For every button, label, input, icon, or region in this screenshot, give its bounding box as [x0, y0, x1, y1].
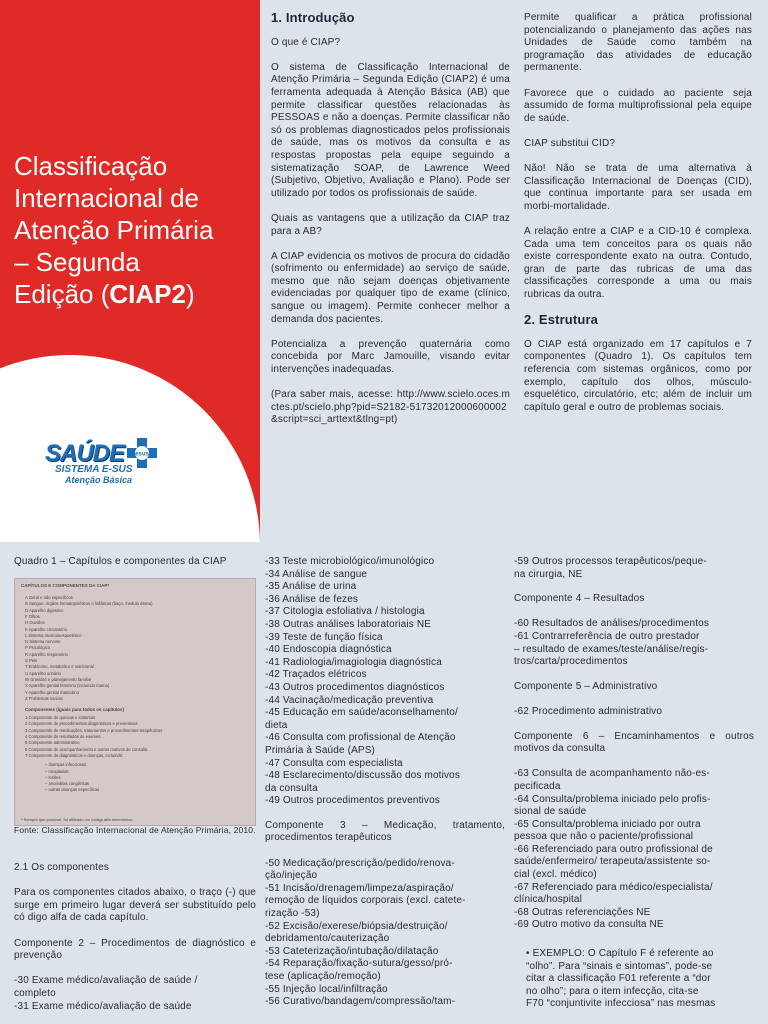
- chapter-row: Y Aparelho genital masculino: [25, 689, 79, 695]
- list-item: -50 Medicação/prescrição/pedido/renova-: [265, 857, 455, 869]
- list-item: -45 Educação em saúde/aconselhamento/: [265, 707, 458, 719]
- quadro-table-image: [14, 578, 256, 826]
- component-2-list-cont: [265, 556, 505, 808]
- chapter-row: T Endócrino, metabólico e nutricional: [25, 664, 94, 670]
- subitem-row: – doenças infecciosas: [45, 762, 87, 768]
- components-header: Componentes (iguais para todos os capítulos): [25, 707, 125, 713]
- component-4-list: [514, 618, 754, 668]
- list-item: – resultado de exames/teste/análise/regis-: [514, 643, 709, 655]
- list-item: -36 Análise de fezes: [265, 593, 359, 605]
- list-item: tese (aplicação/remoção): [265, 971, 381, 982]
- cover-panel: [0, 0, 260, 542]
- list-item: -65 Consulta/problema iniciado por outra: [514, 818, 701, 830]
- list-item: -43 Outros procedimentos diagnósticos: [265, 681, 445, 693]
- chapter-row: B Sangue, órgãos hematopoiéticos e linfáticos (baço, medula óssea): [25, 601, 153, 607]
- right-column: [524, 12, 752, 427]
- chapter-row: H Ouvidos: [25, 620, 45, 626]
- list-item: -47 Consulta com especialista: [265, 757, 403, 769]
- component-5-list: [514, 706, 754, 719]
- quadro-source: Fonte: Classificação Internacional de Atenção Primária, 2010.: [14, 825, 256, 835]
- subitem-row: – lesões: [45, 774, 61, 780]
- list-item: -35 Análise de urina: [265, 581, 357, 593]
- list-item: debridamento/cauterização: [265, 933, 390, 945]
- subitem-row: – anomalias congênitas: [45, 781, 89, 787]
- list-item: -56 Curativo/bandagem/compressão/tam-: [265, 996, 456, 1008]
- list-item: -54 Reparação/fixação-sutura/gesso/pró-: [265, 958, 453, 970]
- reference-link-text: (Para saber mais, acesse: http://www.scielo.oces.mctes.pt/scielo.php?pid=S2182-51732012000600002&script=sci_arttext&tlng=pt): [271, 389, 510, 426]
- chapter-row: R Aparelho respiratório: [25, 651, 68, 657]
- list-item: -51 Incisão/drenagem/limpeza/aspiração/: [265, 882, 454, 894]
- list-item: ção/injeção: [265, 870, 318, 882]
- list-item: rização -53): [265, 908, 320, 920]
- component-row: 6 Componente de acompanhamento e outros motivos de consulta: [25, 746, 148, 752]
- component-3-list-cont: [514, 556, 754, 581]
- chapter-row: P Psicológico: [25, 645, 51, 651]
- list-item: dieta: [265, 719, 288, 731]
- bottom-right-column: [514, 556, 754, 1011]
- chapter-row: X Aparelho genital feminino (incluindo mama): [25, 683, 110, 689]
- svg-text:esus: esus: [135, 451, 149, 458]
- cover-title-line: Edição (CIAP2): [14, 279, 195, 309]
- table-header: CAPÍTULOS E COMPONENTES DA CIAP*: [21, 583, 110, 588]
- example-note: [526, 948, 754, 1011]
- list-item: -40 Endoscopia diagnóstica: [265, 644, 392, 656]
- subheading-components: 2.1 Os componentes: [14, 862, 109, 873]
- list-item: saúde/enfermeiro/ terapeuta/assistente so-: [514, 856, 711, 868]
- chapter-row: U Aparelho urinário: [25, 670, 61, 676]
- cover-title-line: Atenção Primária: [14, 215, 214, 245]
- component-row: 7 Componente de diagnósticos e doenças, incluindo:: [25, 752, 124, 758]
- component-row: 4 Componente de resultados de exames: [25, 734, 101, 739]
- example-line: “olho”. Para “sinais e sintomas”, pode-se: [526, 960, 713, 972]
- cover-title-line: Internacional de: [14, 183, 200, 213]
- logo-subtitle-2: Atenção Básica: [65, 475, 133, 485]
- subitem-row: – outras doenças específicas: [45, 787, 100, 793]
- question-what-is-ciap: O que é CIAP?: [271, 36, 341, 48]
- example-line: • EXEMPLO: O Capítulo F é referente ao: [526, 948, 714, 960]
- component-3-title: Componente 3 – Medicação, tratamento, procedimentos terapêuticos: [265, 819, 505, 844]
- component-2-title: Componente 2 – Procedimentos de diagnóstico e prevenção: [14, 937, 256, 962]
- paragraph: Favorece que o cuidado ao paciente seja assumido de forma multiprofissional pela equipe de saúde.: [524, 87, 752, 124]
- list-item: clínica/hospital: [514, 894, 582, 906]
- example-line: citar a classificação F01 referente a “dor: [526, 973, 711, 985]
- example-line: no olho”; para o item infecção, cita-se: [526, 985, 699, 997]
- list-item: Primária à Saúde (APS): [265, 744, 376, 756]
- chapter-row: D Aparelho digestivo: [25, 607, 64, 613]
- list-item: -34 Análise de sangue: [265, 568, 368, 580]
- chapter-row: S Pele: [25, 658, 38, 663]
- component-row: 5 Componente administrativo: [25, 740, 80, 746]
- paragraph: Potencializa a prevenção quaternária como concebida por Marc Jamouille, visando evitar intervenções inadequadas.: [271, 338, 510, 376]
- subitem-row: – neoplasias: [45, 768, 69, 774]
- paragraph: A relação entre a CIAP e a CID-10 é complexa. Cada uma tem conceitos para os quais não existe correspondente exato na outra. Contudo, gran de parte das rubricas de uma das classificações corresponde a uma ou mais rubricas da outra.: [524, 226, 752, 301]
- list-item: -67 Referenciado para médico/especialista/: [514, 881, 713, 893]
- paragraph: Permite qualificar a prática profissional potencializando o planejamento das ações nas Unidades de Saúde como também na programação das atividades de educação permanente.: [524, 12, 752, 74]
- list-item: cial (excl. médico): [514, 869, 597, 881]
- list-item: -66 Referenciado para outro profissional de: [514, 843, 713, 855]
- chapter-row: F Olhos: [25, 613, 40, 619]
- component-4-title: Componente 4 – Resultados: [514, 593, 645, 605]
- component-3-list: [265, 858, 505, 1009]
- list-item: -53 Cateterização/intubação/dilatação: [265, 945, 439, 957]
- component-row: 3 Componente de medicações, tratamentos e procedimentos terapêuticos: [25, 727, 163, 733]
- component-6-title: Componente 6 – Encaminhamentos e outros motivos da consulta: [514, 730, 754, 755]
- paragraph: Não! Não se trata de uma alternativa à Classificação Internacional de Doenças (CID), que continua importante para ser usada em morbi-mortalidade.: [524, 163, 752, 212]
- list-item: -31 Exame médico/avaliação de saúde: [14, 1000, 192, 1012]
- question-advantages: Quais as vantagens que a utilização da CIAP traz para a AB?: [271, 212, 510, 237]
- chapter-row: N Sistema nervoso: [25, 639, 61, 645]
- list-item: pessoa que não o paciente/profissional: [514, 831, 694, 843]
- paragraph: Para os componentes citados abaixo, o traço (-) que surge em primeiro lugar deverá ser substituído pelo có digo alfa de cada capítulo.: [14, 887, 256, 924]
- list-item: -41 Radiologia/imagiologia diagnóstica: [265, 656, 442, 668]
- component-row: 2 Componente de procedimentos diagnósticos e preventivos: [25, 721, 138, 727]
- question-ciap-replaces-cid: CIAP substitui CID?: [524, 137, 616, 149]
- list-item: da consulta: [265, 782, 318, 794]
- cover-title: [14, 150, 254, 310]
- list-item: completo: [14, 987, 56, 999]
- list-item: -69 Outro motivo da consulta NE: [514, 919, 664, 931]
- list-item: -38 Outras análises laboratoriais NE: [265, 618, 432, 630]
- component-6-list: [514, 768, 754, 932]
- list-item: -39 Teste de função física: [265, 631, 383, 643]
- logo-subtitle: SISTEMA E-SUS: [55, 464, 133, 475]
- section-heading-intro: 1. Introdução: [271, 10, 355, 25]
- list-item: -37 Citologia esfoliativa / histologia: [265, 606, 425, 618]
- component-5-title: Componente 5 – Administrativo: [514, 680, 658, 692]
- list-item: -59 Outros processos terapêuticos/peque-: [514, 556, 707, 567]
- intro-column: [271, 12, 510, 440]
- list-item: sional de saúde: [514, 806, 587, 818]
- list-item: -49 Outros procedimentos preventivos: [265, 795, 440, 807]
- components-section: [14, 862, 256, 1013]
- component-row: 1 Componente de queixas e sintomas: [25, 715, 96, 721]
- list-item: -44 Vacinação/medicação preventiva: [265, 694, 434, 706]
- component-2-list: [14, 975, 256, 1013]
- ciap2-bold: CIAP2: [109, 279, 186, 309]
- chapter-row: W Gravidez e planejamento familiar: [25, 676, 92, 682]
- logo-word: SAÚDE: [45, 440, 125, 467]
- list-item: -42 Traçados elétricos: [265, 669, 367, 681]
- cover-title-line: Classificação: [14, 151, 168, 181]
- list-item: -46 Consulta com profissional de Atenção: [265, 732, 456, 744]
- list-item: -60 Resultados de análises/procedimentos: [514, 618, 709, 630]
- list-item: -30 Exame médico/avaliação de saúde /: [14, 975, 198, 987]
- chapter-row: A Geral e não específicos: [25, 595, 73, 600]
- list-item: -55 Injeção local/infiltração: [265, 983, 388, 995]
- chapter-row: K Aparelho circulatório: [25, 626, 67, 632]
- quadro-title: Quadro 1 – Capítulos e componentes da CIAP: [14, 556, 227, 567]
- list-item: na cirurgia, NE: [514, 568, 583, 580]
- list-item: -62 Procedimento administrativo: [514, 705, 663, 717]
- list-item: -33 Teste microbiológico/imunológico: [265, 556, 435, 567]
- list-item: -52 Excisão/exerese/biópsia/destruição/: [265, 920, 448, 932]
- paragraph: A CIAP evidencia os motivos de procura do cidadão (sofrimento ou enfermidade) ao serviço de saúde, mesmo que não sejam doenças objetivamente evidenciadas por qualquer tipo de exame (clínico, sangue ou imagem). Permite conhecer melhor a demanda dos pacientes.: [271, 250, 510, 325]
- cover-title-line: – Segunda: [14, 247, 140, 277]
- list-item: -63 Consulta de acompanhamento não-es-: [514, 768, 710, 780]
- list-item: pecificada: [514, 780, 561, 792]
- chapter-row: L Sistema musculoesquelético: [25, 632, 82, 638]
- paragraph: O sistema de Classificação Internacional de Atenção Primária – Segunda Edição (CIAP2) é uma ferramenta adequada à Atenção Básica (AB) que permite classificar questões relacionadas às PESSOAS e não a doenças. Permite classificar não só os problemas diagnosticados pelos profissionais de saúde, mas os motivos da consulta e as respostas propostas pela equipe seguindo a sistematização SOAP, de Lawrence Weed (Subjetivo, Objetivo, Avaliação e Plano). Pode ser utilizado por todos os profissionais de saúde.: [271, 61, 510, 199]
- chapter-row: Z Problemas sociais: [25, 695, 63, 701]
- bottom-middle-column: [265, 556, 505, 1009]
- list-item: -64 Consulta/problema iniciado pelo profis-: [514, 793, 711, 805]
- list-item: tros/carta/procedimentos: [514, 656, 628, 668]
- example-line: F70 “conjuntivite infecciosa” nas mesmas: [526, 998, 716, 1010]
- list-item: remoção de líquidos corporais (excl. catete-: [265, 895, 466, 907]
- list-item: -61 Contrarreferência de outro prestador: [514, 630, 700, 642]
- list-item: -48 Esclarecimento/discussão dos motivos: [265, 770, 460, 782]
- list-item: -68 Outras referenciações NE: [514, 906, 651, 918]
- saude-esus-logo: [45, 440, 215, 488]
- section-heading-structure: 2. Estrutura: [524, 312, 599, 328]
- paragraph: O CIAP está organizado em 17 capítulos e 7 componentes (Quadro 1). Os capítulos tem referencia com sistemas orgânicos, como por exemplo, capítulo dos olhos, músculo-esquelético, circulatório, etc; além de incluir um capítulo geral e outro de problemas sociais.: [524, 338, 752, 413]
- table-footnote: * Sempre que possível, foi utilizado um código alfa mnemônico.: [21, 817, 134, 822]
